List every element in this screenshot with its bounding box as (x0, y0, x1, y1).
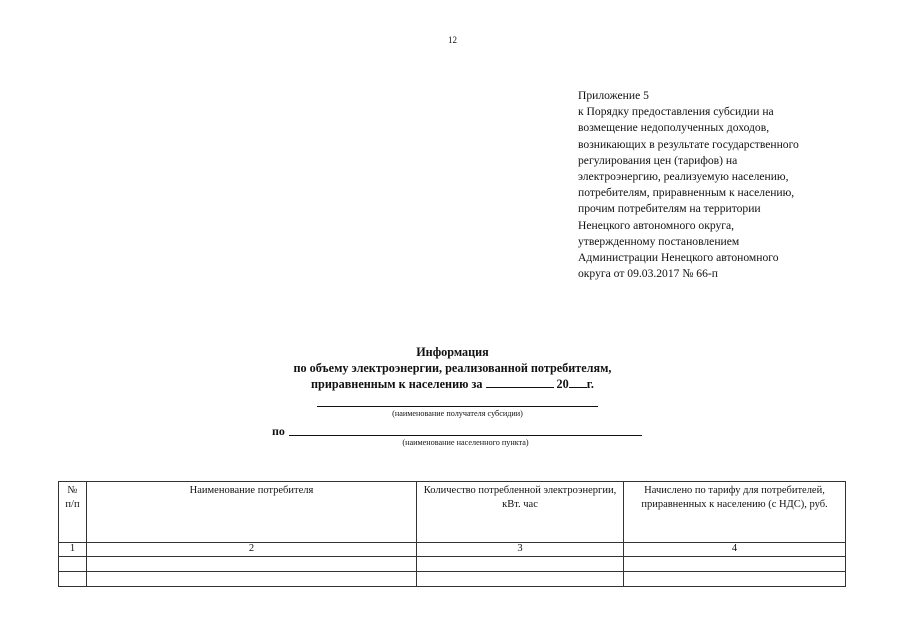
recipient-caption: (наименование получателя субсидии) (392, 409, 523, 418)
table-header-row (59, 482, 846, 543)
appendix-line: округа от 09.03.2017 № 66-п (578, 267, 718, 281)
title-period-prefix: приравненным к населению за (311, 377, 483, 391)
table-cell[interactable] (59, 572, 87, 587)
column-number: 3 (417, 543, 624, 557)
table-cell[interactable] (624, 557, 846, 572)
column-number-row (59, 543, 846, 557)
page-number: 12 (448, 35, 457, 45)
recipient-blank[interactable] (317, 406, 598, 407)
title-heading: Информация (416, 345, 489, 359)
column-number: 4 (624, 543, 846, 557)
title-subheading: по объему электроэнергии, реализованной потребителям, (293, 361, 612, 375)
appendix-line: потребителям, приравненным к населению, (578, 186, 795, 200)
locality-caption: (наименование населенного пункта) (402, 438, 529, 447)
header-number: № п/п (59, 482, 87, 543)
year-blank[interactable] (569, 376, 587, 388)
column-number: 2 (87, 543, 417, 557)
title-period-line (0, 376, 905, 392)
title-year-prefix: 20 (556, 377, 569, 391)
locality-blank[interactable] (289, 435, 642, 436)
header-charged-amount: Начислено по тарифу для потребителей, приравненных к населению (с НДС), руб. (624, 482, 846, 543)
appendix-line: к Порядку предоставления субсидии на (578, 105, 774, 119)
header-consumer-name: Наименование потребителя (87, 482, 417, 543)
table-row (59, 557, 846, 572)
table-cell[interactable] (417, 572, 624, 587)
appendix-line: Администрации Ненецкого автономного (578, 251, 779, 265)
title-year-suffix: г. (586, 377, 594, 391)
appendix-line: Ненецкого автономного округа, (578, 218, 735, 232)
table-row (59, 572, 846, 587)
table-cell[interactable] (87, 557, 417, 572)
appendix-line: Приложение 5 (578, 89, 649, 102)
appendix-line: регулирования цен (тарифов) на (578, 153, 738, 167)
table-cell[interactable] (59, 557, 87, 572)
column-number: 1 (59, 543, 87, 557)
header-energy-volume: Количество потребленной электроэнергии, кВт. час (417, 482, 624, 543)
appendix-line: электроэнергию, реализуемую населению, (578, 170, 789, 184)
table-cell[interactable] (417, 557, 624, 572)
appendix-line: утвержденному постановлением (578, 234, 740, 248)
appendix-line: возмещение недополученных доходов, (578, 121, 770, 135)
po-label: по (272, 424, 285, 438)
document-title (0, 344, 905, 392)
period-blank[interactable] (486, 376, 554, 388)
appendix-block (578, 88, 878, 282)
consumers-table (58, 481, 846, 587)
table-cell[interactable] (624, 572, 846, 587)
table-cell[interactable] (87, 572, 417, 587)
appendix-line: возникающих в результате государственного (578, 137, 799, 151)
appendix-line: прочим потребителям на территории (578, 202, 761, 216)
